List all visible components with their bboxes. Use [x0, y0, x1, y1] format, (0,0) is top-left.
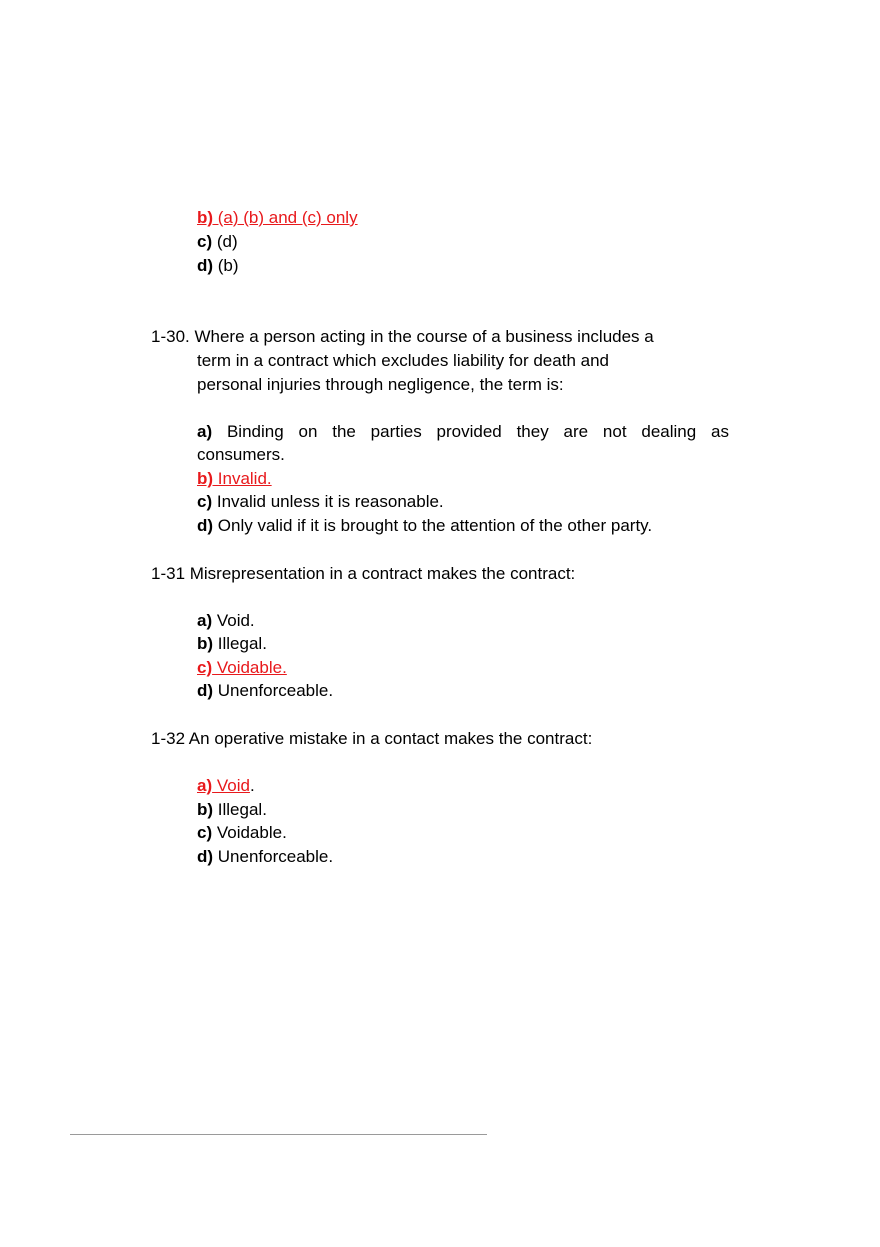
option-suffix: .	[249, 776, 255, 795]
option-letter: d)	[197, 256, 214, 275]
option-letter: c)	[197, 232, 213, 251]
option-letter: b)	[197, 208, 214, 227]
option-letter: b)	[197, 469, 214, 488]
option-text: Unenforceable.	[213, 847, 334, 866]
option-letter: a)	[197, 422, 213, 441]
option-letter: d)	[197, 516, 214, 535]
option-text: Void.	[212, 611, 255, 630]
q29-option-c	[197, 232, 238, 252]
q32-question: 1-32 An operative mistake in a contact makes the contract:	[151, 729, 593, 748]
footer-divider	[70, 1134, 487, 1135]
q30-option-b-correct	[197, 469, 272, 489]
q32-option-b	[197, 800, 267, 820]
q30-question-line-3: personal injuries through negligence, the term is:	[197, 375, 564, 394]
correct-answer-marker	[197, 776, 250, 795]
option-text: Invalid unless it is reasonable.	[212, 492, 444, 511]
option-letter: b)	[197, 800, 214, 819]
option-text: Voidable.	[212, 658, 287, 677]
q32-option-a-correct	[197, 776, 255, 796]
q29-option-d	[197, 256, 239, 276]
option-letter: c)	[197, 823, 213, 842]
option-text: (d)	[212, 232, 238, 251]
q31-option-c-correct	[197, 658, 287, 678]
q30-question-line-1: 1-30. Where a person acting in the course of a business includes a	[151, 327, 654, 346]
q31-option-b	[197, 634, 267, 654]
option-letter: b)	[197, 634, 214, 653]
q31-option-a	[197, 611, 255, 631]
q30-option-a	[197, 422, 729, 442]
option-text: Voidable.	[212, 823, 287, 842]
option-text: (a) (b) and (c) only	[213, 208, 358, 227]
q30-option-a-continued: consumers.	[197, 445, 285, 464]
option-text: Illegal.	[213, 800, 267, 819]
option-letter: c)	[197, 492, 213, 511]
q29-option-b-correct	[197, 208, 358, 228]
option-text: (b)	[213, 256, 239, 275]
q31-option-d	[197, 681, 333, 701]
q30-option-c	[197, 492, 444, 512]
option-text: Only valid if it is brought to the attention of the other party.	[213, 516, 653, 535]
q30-question-line-2: term in a contract which excludes liability for death and	[197, 351, 609, 370]
option-text: Unenforceable.	[213, 681, 334, 700]
option-text: Invalid.	[213, 469, 272, 488]
option-text: Binding on the parties provided they are not dealing as	[212, 422, 729, 441]
q31-question: 1-31 Misrepresentation in a contract makes the contract:	[151, 564, 576, 583]
option-text: Illegal.	[213, 634, 267, 653]
option-letter: c)	[197, 658, 213, 677]
q30-option-d	[197, 516, 652, 536]
option-letter: d)	[197, 681, 214, 700]
option-letter: a)	[197, 611, 213, 630]
option-letter: a)	[197, 776, 213, 795]
option-letter: d)	[197, 847, 214, 866]
q32-option-d	[197, 847, 333, 867]
q32-option-c	[197, 823, 287, 843]
option-text: Void	[212, 776, 250, 795]
